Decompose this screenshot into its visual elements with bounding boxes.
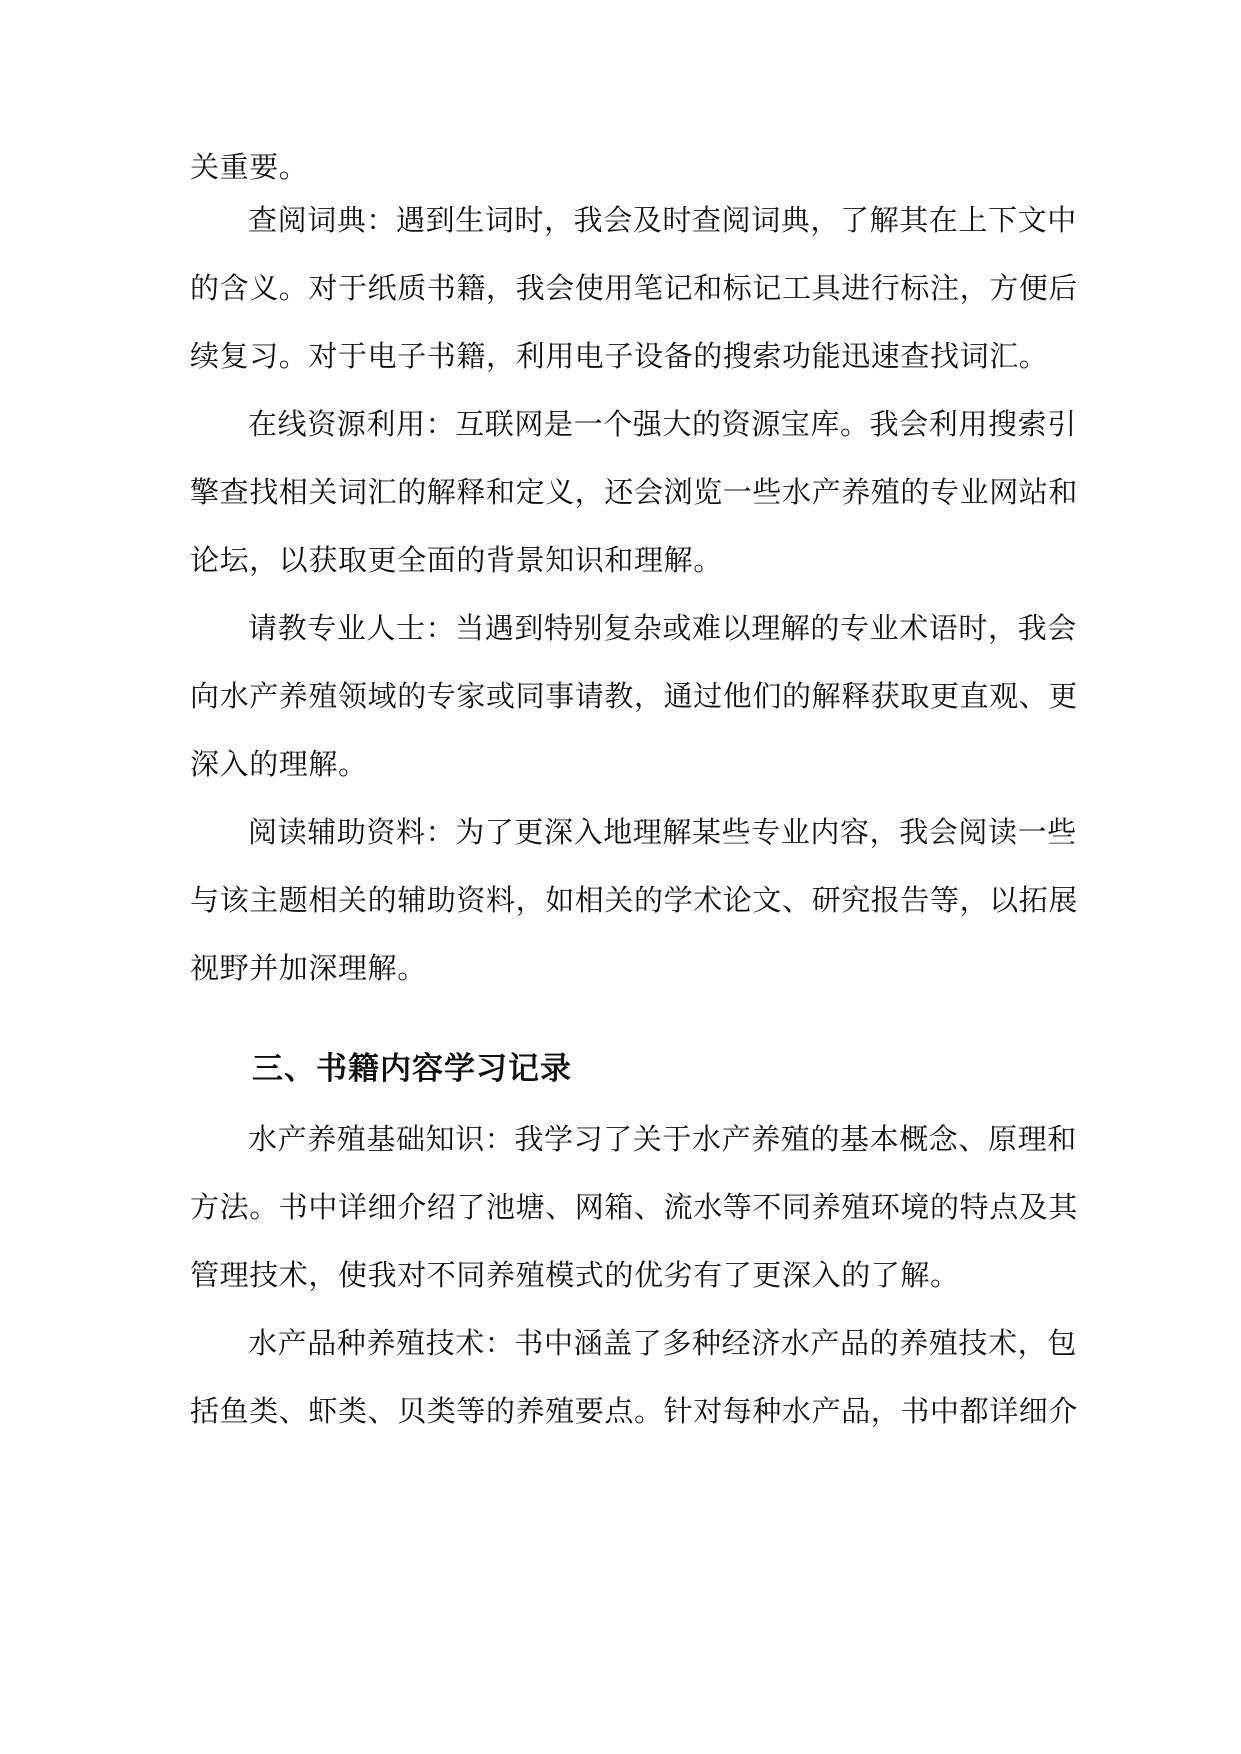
paragraph-line: 续复习。对于电子书籍，利用电子设备的搜索功能迅速查找词汇。: [190, 339, 1049, 373]
paragraph-line: 关重要。: [190, 150, 309, 184]
paragraph-line: 向水产养殖领域的专家或同事请教，通过他们的解释获取更直观、更: [190, 679, 1079, 713]
paragraph-line: 论坛，以获取更全面的背景知识和理解。: [190, 543, 723, 577]
paragraph-line: 的含义。对于纸质书籍，我会使用笔记和标记工具进行标注，方便后: [190, 271, 1079, 305]
paragraph-line: 括鱼类、虾类、贝类等的养殖要点。针对每种水产品，书中都详细介: [190, 1394, 1079, 1428]
paragraph-line: 阅读辅助资料：为了更深入地理解某些专业内容，我会阅读一些: [248, 815, 1077, 849]
paragraph-line: 水产养殖基础知识：我学习了关于水产养殖的基本概念、原理和: [248, 1122, 1077, 1156]
paragraph-line: 与该主题相关的辅助资料，如相关的学术论文、研究报告等，以拓展: [190, 883, 1079, 917]
paragraph-line: 深入的理解。: [190, 747, 368, 781]
paragraph-line: 视野并加深理解。: [190, 951, 427, 985]
section-heading: 三、书籍内容学习记录: [252, 1051, 572, 1087]
paragraph-line: 请教专业人士：当遇到特别复杂或难以理解的专业术语时，我会: [248, 611, 1077, 645]
paragraph-line: 查阅词典：遇到生词时，我会及时查阅词典，了解其在上下文中: [248, 203, 1077, 237]
paragraph-line: 方法。书中详细介绍了池塘、网箱、流水等不同养殖环境的特点及其: [190, 1190, 1079, 1224]
paragraph-line: 擎查找相关词汇的解释和定义，还会浏览一些水产养殖的专业网站和: [190, 475, 1079, 509]
paragraph-line: 管理技术，使我对不同养殖模式的优劣有了更深入的了解。: [190, 1258, 960, 1292]
paragraph-line: 在线资源利用：互联网是一个强大的资源宝库。我会利用搜索引: [248, 407, 1077, 441]
paragraph-line: 水产品种养殖技术：书中涵盖了多种经济水产品的养殖技术，包: [248, 1326, 1077, 1360]
